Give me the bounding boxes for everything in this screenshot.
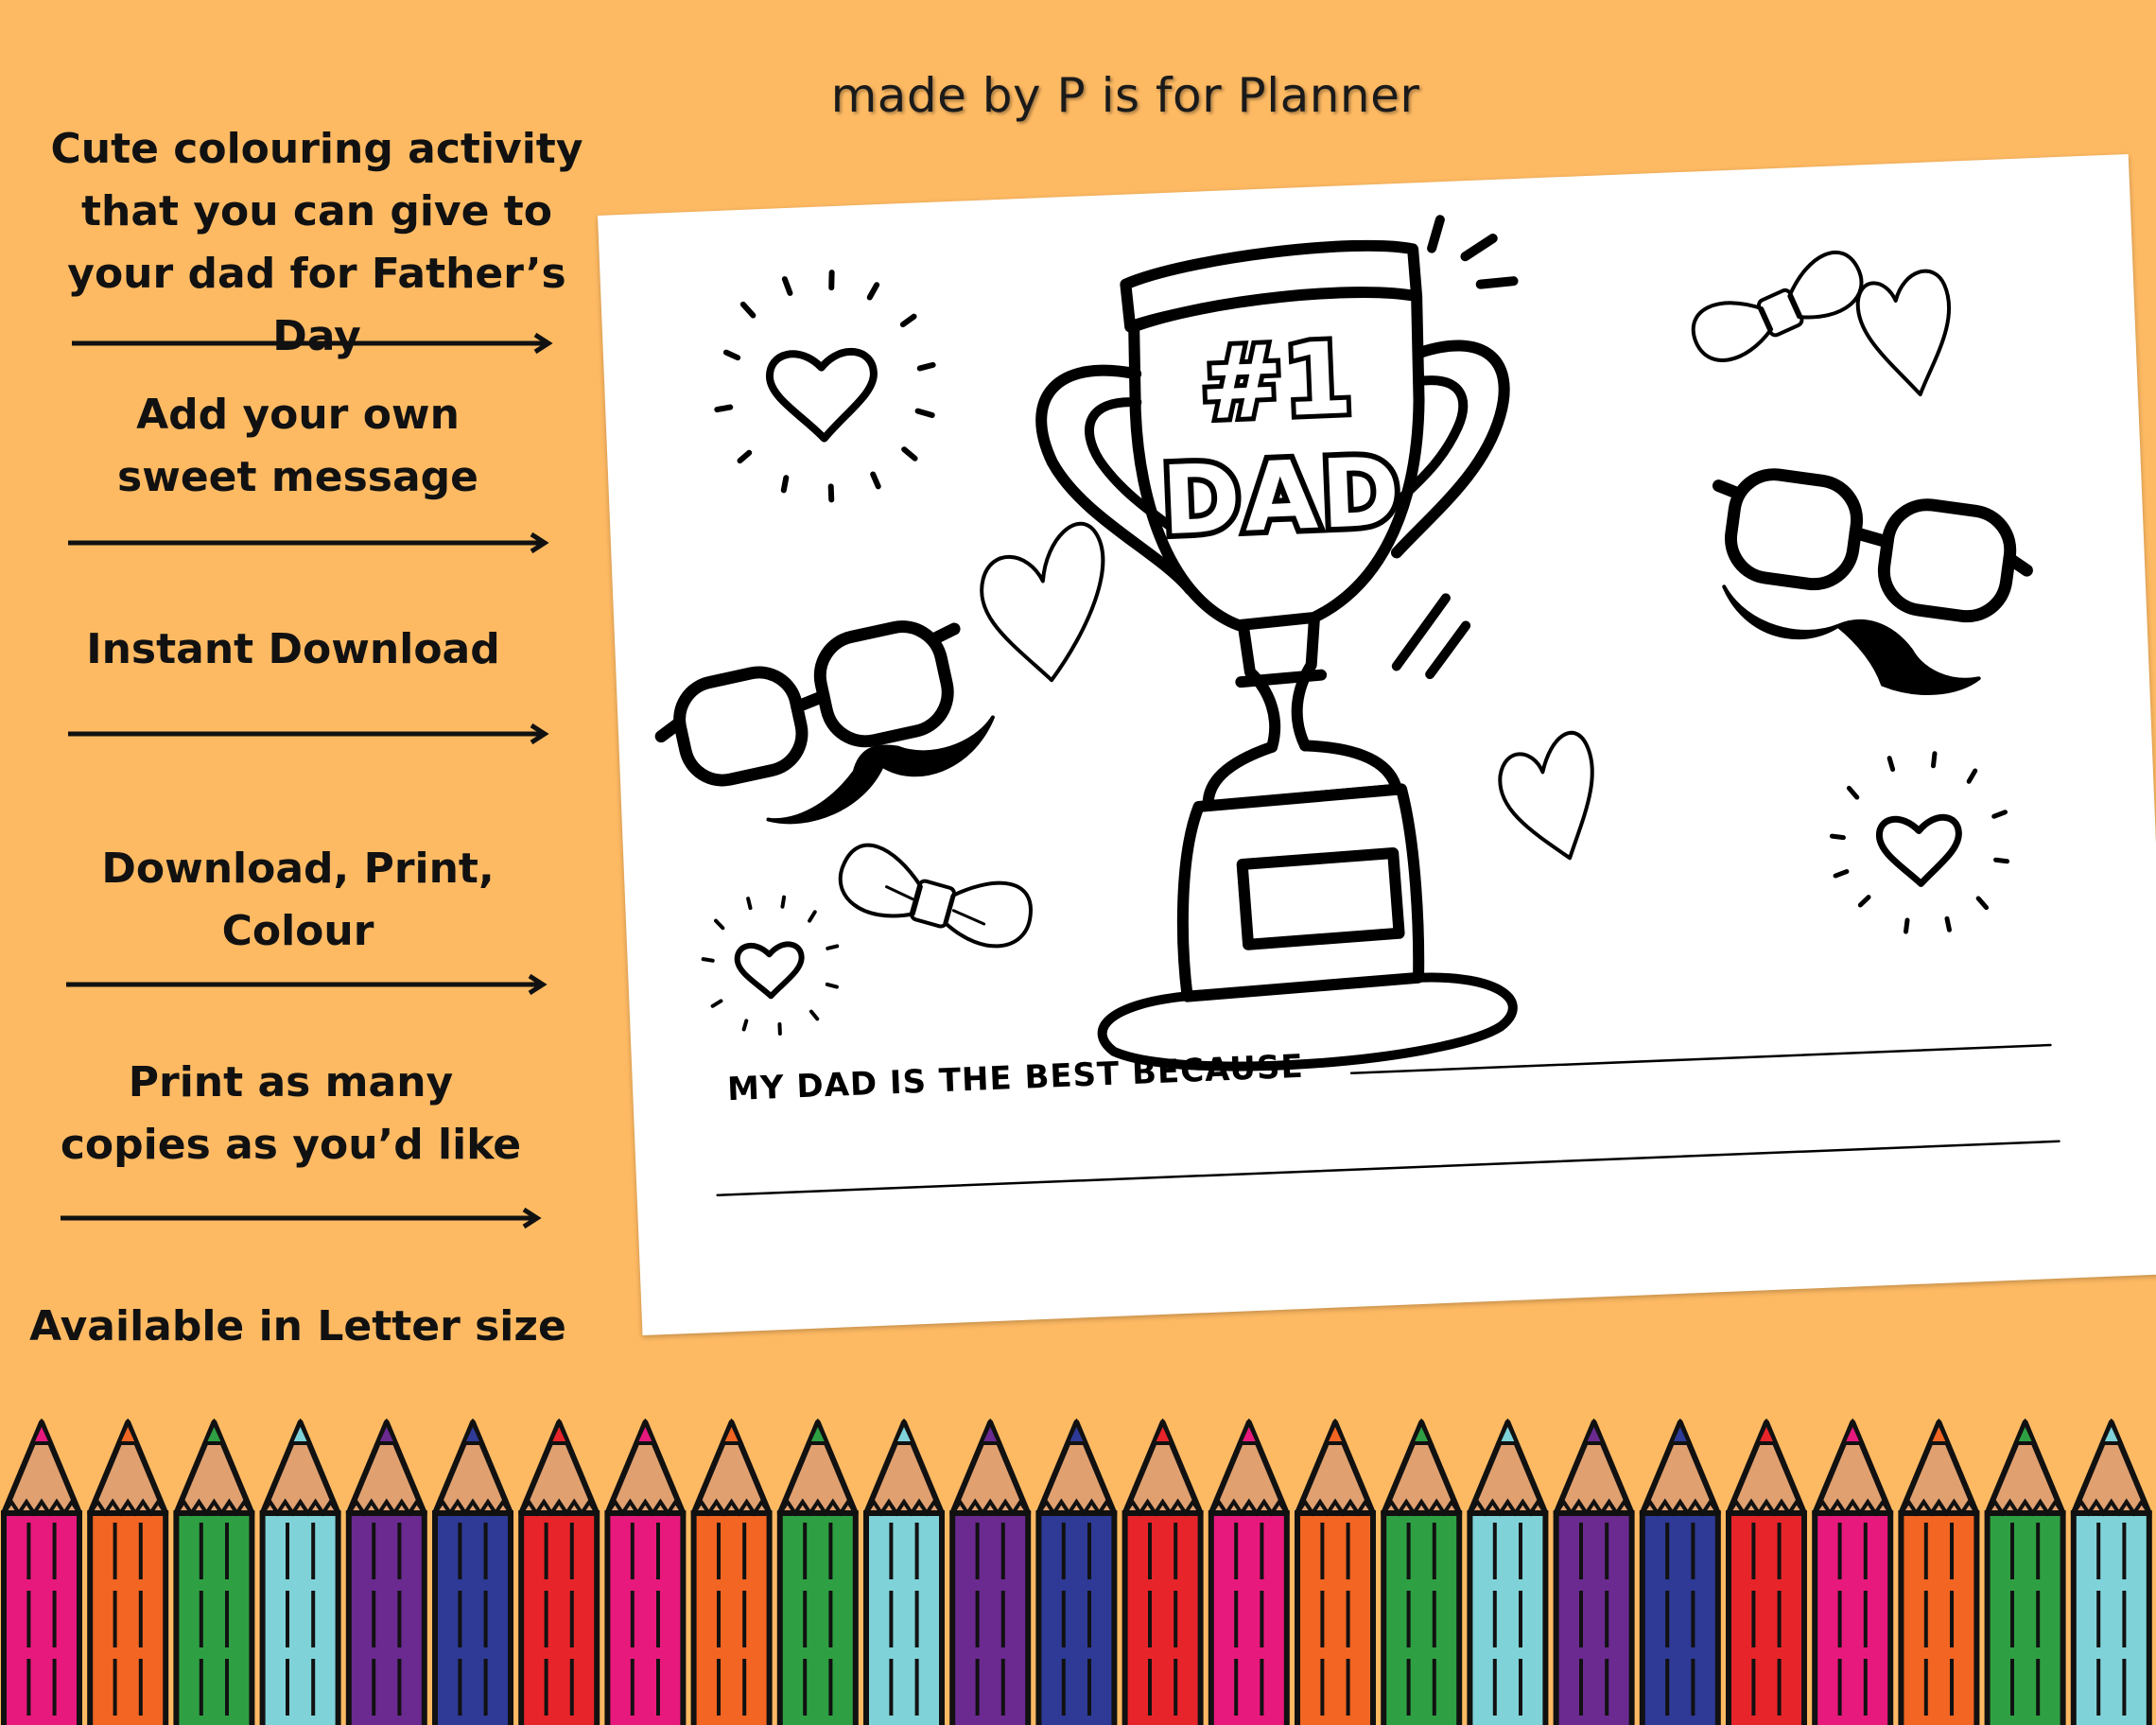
pencil-icon: [1901, 1422, 1976, 1725]
pencil-icon: [607, 1422, 683, 1725]
heart-sparkle-icon: [701, 896, 841, 1037]
writing-line: [1351, 1045, 2050, 1073]
heart-sparkle-icon: [712, 269, 938, 504]
glasses-moustache-icon: [1695, 467, 2035, 706]
pencil-border: [0, 1419, 2156, 1725]
pencil-icon: [1297, 1422, 1373, 1725]
heart-icon: [1856, 270, 1952, 397]
pencil-icon: [4, 1422, 79, 1725]
pencil-icon: [2074, 1422, 2149, 1725]
feature-colouring-activity: Cute colouring activity that you can give to your dad for Father’s Day: [50, 125, 583, 360]
pencil-icon: [176, 1422, 252, 1725]
pencil-icon: [435, 1422, 511, 1725]
heart-icon: [979, 523, 1107, 683]
pencil-icon: [952, 1422, 1028, 1725]
pencil-icon: [1211, 1422, 1287, 1725]
feature-letter-size: Available in Letter size: [29, 1302, 566, 1350]
feature-print-copies: Print as many copies as you’d like: [60, 1058, 522, 1169]
arrow-icon: [64, 529, 556, 557]
pencil-icon: [780, 1422, 856, 1725]
pencil-icon: [1383, 1422, 1459, 1725]
bow-tie-icon: [832, 839, 1037, 954]
feature-instant-download: Instant Download: [86, 625, 500, 673]
pencil-icon: [694, 1422, 770, 1725]
bow-tie-icon: [1685, 245, 1871, 371]
pencil-icon: [1988, 1422, 2063, 1725]
trophy-dad-text: DAD: [1159, 436, 1406, 557]
arrow-icon: [68, 329, 560, 357]
colouring-sheet-preview: [598, 154, 2156, 1335]
sheet-prompt-text: MY DAD IS THE BEST BECAUSE: [726, 1047, 1305, 1109]
pencil-icon: [263, 1422, 339, 1725]
trophy-number-text: #1: [1197, 321, 1355, 443]
feature-sweet-message: Add your own sweet message: [117, 391, 478, 501]
pencil-icon: [866, 1422, 942, 1725]
pencil-icon: [521, 1422, 597, 1725]
arrow-icon: [62, 970, 554, 999]
arrow-icon: [64, 720, 556, 748]
glasses-moustache-icon: [649, 611, 1005, 847]
credit-text: made by P is for Planner: [830, 68, 1420, 123]
heart-icon: [1498, 732, 1595, 861]
arrow-icon: [57, 1204, 548, 1232]
pencil-icon: [349, 1422, 425, 1725]
heart-sparkle-icon: [1829, 751, 2009, 934]
sheet-artwork: [598, 154, 2156, 1335]
pencil-icon: [1729, 1422, 1804, 1725]
pencil-icon: [1643, 1422, 1718, 1725]
pencil-icon: [90, 1422, 165, 1725]
pencil-icon: [1125, 1422, 1201, 1725]
writing-line: [718, 1141, 2060, 1195]
pencil-icon: [1815, 1422, 1890, 1725]
feature-download-print-colour: Download, Print, Colour: [101, 845, 495, 955]
pencil-icon: [1038, 1422, 1114, 1725]
pencil-icon: [1469, 1422, 1545, 1725]
pencil-icon: [1556, 1422, 1632, 1725]
